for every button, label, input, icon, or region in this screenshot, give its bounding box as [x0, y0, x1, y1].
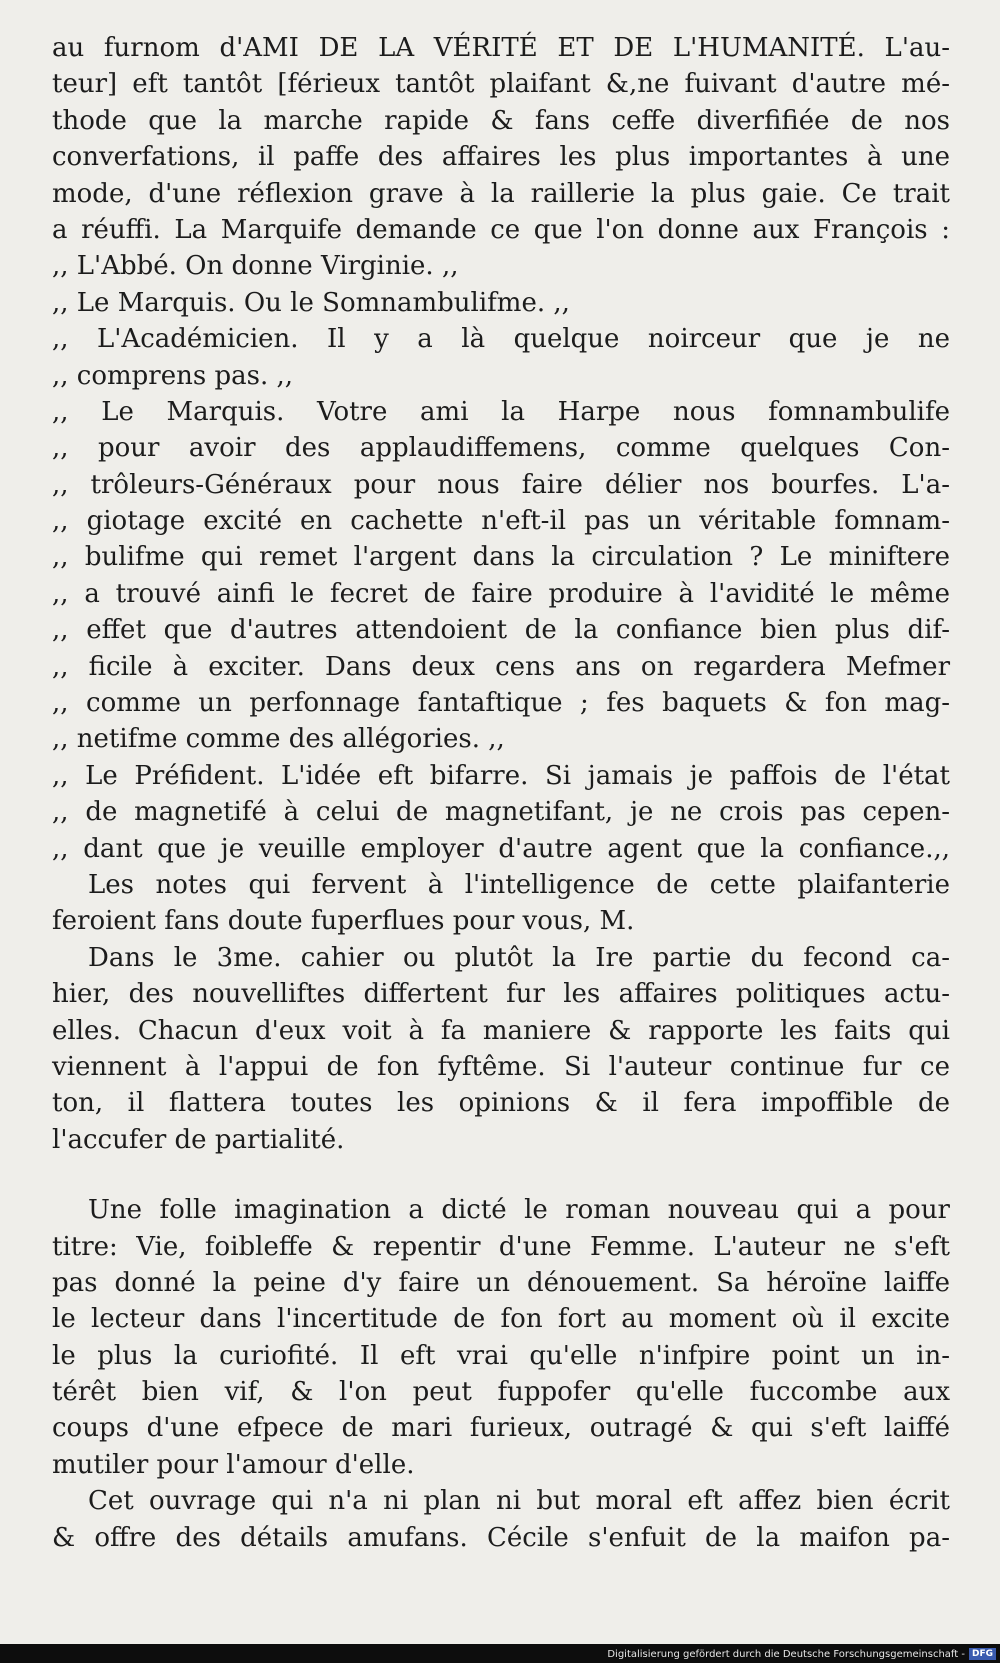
text-line: mutiler pour l'amour d'elle. [52, 1449, 415, 1480]
text-line: Une folle imagination a dicté le roman nouveau qui a pour [88, 1195, 950, 1226]
dialogue-line: ,, Le Marquis. Ou le Somnambulifme. ,, [52, 287, 570, 318]
page-text [52, 30, 950, 1556]
dialogue-line: ,, ficile à exciter. Dans deux cens ans on regardera Mefmer [52, 651, 950, 682]
text-line: teur] eft tantôt [férieux tantôt plaifant &,ne fuivant d'autre mé- [52, 69, 950, 100]
dfg-logo: DFG [969, 1648, 996, 1660]
text-line: l'accufer de partialité. [52, 1124, 345, 1155]
text-line: ton, il flattera toutes les opinions & il fera impoffible de [52, 1088, 950, 1119]
dialogue-line: ,, Le Marquis. Votre ami la Harpe nous fomnambulife [52, 396, 950, 427]
dialogue-line: ,, comme un perfonnage fantaftique ; fes baquets & fon mag- [52, 688, 950, 719]
text-line: térêt bien vif, & l'on peut fuppofer qu'elle fuccombe aux [52, 1377, 950, 1408]
dialogue-line: ,, comprens pas. ,, [52, 360, 294, 391]
text-line: au furnom d'AMI DE LA VÉRITÉ ET DE L'HUMANITÉ. L'au- [52, 33, 950, 63]
funding-credit: Digitalisierung gefördert durch die Deutsche Forschungsgemeinschaft - [607, 1648, 965, 1660]
dialogue-line: ,, de magnetifé à celui de magnetifant, je ne crois pas cepen- [52, 797, 950, 828]
digitization-footer [607, 1646, 996, 1662]
dialogue-line: ,, giotage excité en cachette n'eft-il pas un véritable fomnam- [52, 506, 950, 537]
text-line: titre: Vie, foibleffe & repentir d'une Femme. L'auteur ne s'eft [52, 1231, 950, 1262]
dialogue-line: ,, a trouvé ainfi le fecret de faire produire à l'avidité le même [52, 578, 950, 609]
dialogue-line: ,, L'Abbé. On donne Virginie. ,, [52, 251, 459, 282]
text-line: le plus la curiofité. Il eft vrai qu'elle n'infpire point un in- [52, 1340, 950, 1371]
text-line: Cet ouvrage qui n'a ni plan ni but moral eft affez bien écrit [88, 1486, 950, 1517]
dialogue-line: ,, L'Académicien. Il y a là quelque noirceur que je ne [52, 324, 950, 355]
text-line: a réuffi. La Marquife demande ce que l'on donne aux François : [52, 214, 950, 245]
dialogue-line: ,, trôleurs-Généraux pour nous faire délier nos bourfes. L'a- [52, 469, 950, 500]
dialogue-line: ,, dant que je veuille employer d'autre agent que la confiance.,, [52, 833, 950, 864]
text-line: mode, d'une réflexion grave à la raillerie la plus gaie. Ce trait [52, 178, 950, 209]
text-line: thode que la marche rapide & fans ceffe diverfifiée de nos [52, 105, 950, 136]
dialogue-line: ,, effet que d'autres attendoient de la confiance bien plus dif- [52, 615, 950, 646]
dialogue-line: ,, pour avoir des applaudiffemens, comme quelques Con- [52, 433, 950, 464]
text-line: & offre des détails amufans. Cécile s'enfuit de la maifon pa- [52, 1522, 950, 1553]
text-line: feroient fans doute fuperflues pour vous, M. [52, 906, 635, 937]
text-line: hier, des nouvelliftes differtent fur les affaires politiques actu- [52, 979, 950, 1010]
text-line: Dans le 3me. cahier ou plutôt la Ire partie du fecond ca- [88, 942, 950, 973]
text-line: le lecteur dans l'incertitude de fon fort au moment où il excite [52, 1304, 950, 1335]
text-line: coups d'une efpece de mari furieux, outragé & qui s'eft laiffé [52, 1413, 950, 1444]
dialogue-line: ,, Le Préfident. L'idée eft bifarre. Si jamais je paffois de l'état [52, 760, 950, 791]
text-line: Les notes qui fervent à l'intelligence de cette plaifanterie [88, 869, 950, 900]
text-line: elles. Chacun d'eux voit à fa maniere & rapporte les faits qui [52, 1015, 950, 1046]
dialogue-line: ,, netifme comme des allégories. ,, [52, 724, 505, 755]
text-line: viennent à l'appui de fon fyftême. Si l'auteur continue fur ce [52, 1051, 950, 1082]
text-line: converfations, il paffe des affaires les plus importantes à une [52, 142, 950, 173]
dialogue-line: ,, bulifme qui remet l'argent dans la circulation ? Le miniftere [52, 542, 950, 573]
paragraph-gap [52, 1158, 950, 1192]
text-line: pas donné la peine d'y faire un dénouement. Sa héroïne laiffe [52, 1267, 950, 1298]
